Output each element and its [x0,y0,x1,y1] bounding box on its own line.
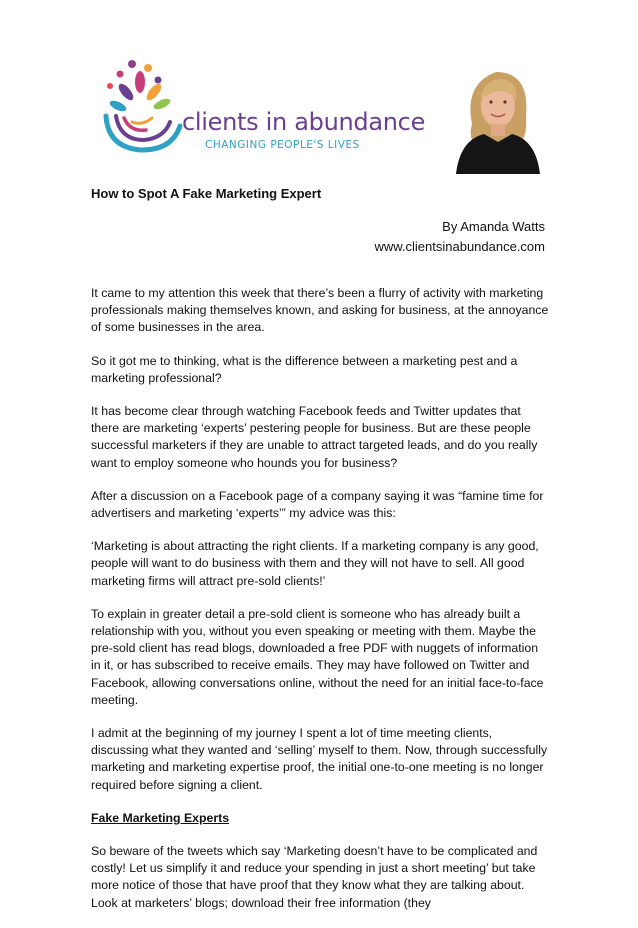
section-heading: Fake Marketing Experts [91,810,230,825]
paragraph: After a discussion on a Facebook page of a company saying it was “famine time for advertisers and marketing ‘experts’” my advice was this: [91,488,544,521]
paragraph: To explain in greater detail a pre-sold client is someone who has already built a relationship with you, without you even speaking or meeting with them. Maybe the pre-sold client has read blogs, downloaded a free PDF with nuggets of information in it, or has subscribed to receive emails. They may have followed on Twitter and Facebook, allowing conversations online, without the need for an initial face-to-face meeting. [91,606,544,707]
author-website: www.clientsinabundance.com [374,239,545,254]
author-name: By Amanda Watts [442,219,545,234]
brand-tagline: CHANGING PEOPLE'S LIVES [205,139,360,151]
logo-icon [96,56,186,156]
paragraph: ‘Marketing is about attracting the right clients. If a marketing company is any good, people will want to do business with them and they will not have to sell. All good marketing firms will attract pre-sold clients!’ [91,539,539,588]
paragraph: I admit at the beginning of my journey I spent a lot of time meeting clients, discussing what they wanted and ‘selling’ myself to them. Now, through successfully marketing and marketing expertise proof, the initial one-to-one meeting is no longer required before signing a client. [91,726,548,792]
brand-name: clients in abundance [182,108,426,136]
byline [374,217,545,257]
paragraph: It came to my attention this week that there’s been a flurry of activity with marketing professionals making themselves known, and asking for business, at the annoyance of some businesses in the area. [91,286,549,335]
document-title: How to Spot A Fake Marketing Expert [91,186,322,201]
author-photo [446,54,546,174]
paragraph: So beware of the tweets which say ‘Marketing doesn’t have to be complicated and costly! Let us simplify it and reduce your spending in just a short meeting’ but take more notice of those that have proof that they know what they are talking about. Look at marketers’ blogs; download their free information (they [91,844,538,910]
paragraph: It has become clear through watching Facebook feeds and Twitter updates that there are marketing ‘experts’ pestering people for business. But are these people successful marketers if they are unable to attract targeted leads, and do you really want to employ someone who hounds you for business? [91,404,538,470]
paragraph: So it got me to thinking, what is the difference between a marketing pest and a marketing professional? [91,353,518,385]
article-body [91,285,551,928]
